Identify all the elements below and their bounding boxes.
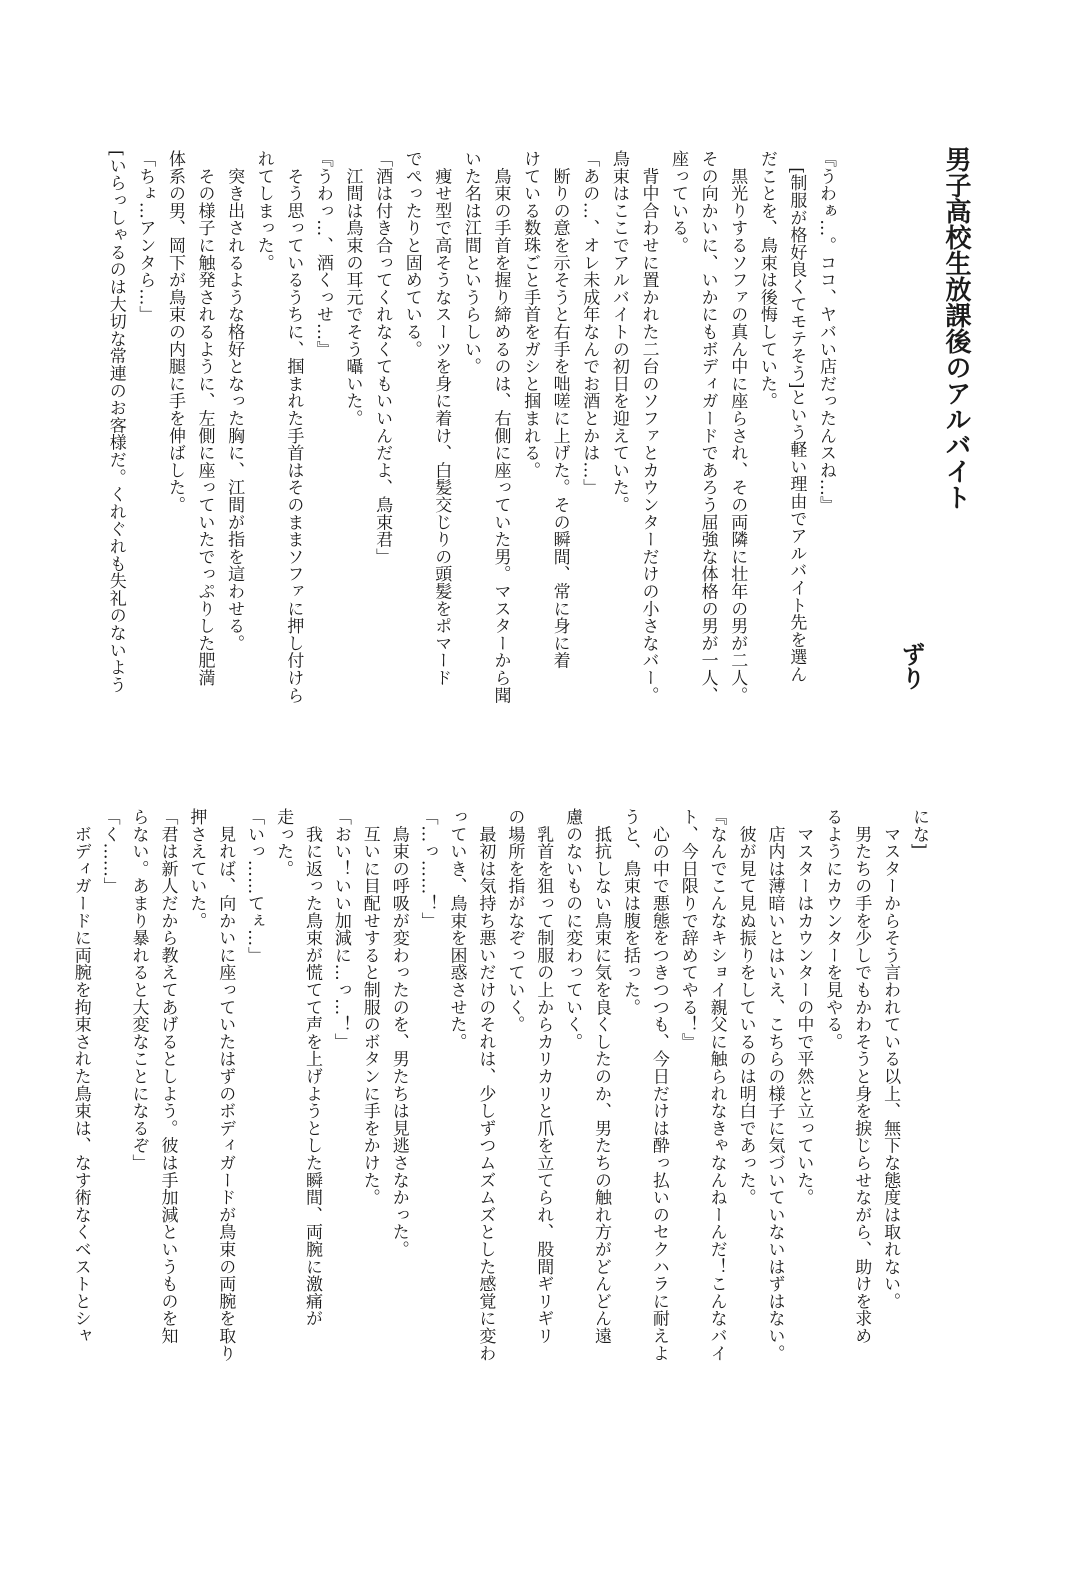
text-line: 鳥束の手首を握り締めるのは、右側に座っていた男。マスターから聞 <box>490 150 511 704</box>
text-line: 痩せ型で高そうなスーツを身に着け、白髪交じりの頭髪をポマード <box>431 150 452 687</box>
text-line: 『うわっ…、酒くっせ…』 <box>312 150 333 358</box>
text-line: 突き出されるような格好となった胸に、江間が指を這わせる。 <box>224 150 245 652</box>
text-line: 座っている。 <box>668 150 689 254</box>
text-line: 体系の男、岡下が鳥束の内腿に手を伸ばした。 <box>164 150 185 514</box>
text-line: 「おい！いい加減に…っ…！」 <box>330 808 351 1051</box>
text-line: [いらっしゃるのは大切な常連のお客様だ。くれぐれも失礼のないよう <box>105 150 126 694</box>
text-line: らない。あまり暴れると大変なことになるぞ」 <box>128 808 149 1172</box>
text-line: マスターはカウンターの中で平然と立っていた。 <box>793 808 814 1206</box>
text-line: そう思っているうちに、掴まれた手首はそのままソファに押し付けら <box>283 150 304 704</box>
text-line: 「酒は付き合ってくれなくてもいいんだよ、鳥束君」 <box>372 150 393 566</box>
text-line: 店内は薄暗いとはいえ、こちらの様子に気づいていないはずはない。 <box>764 808 785 1362</box>
text-line: 『なんでこんなキショイ親父に触られなきゃなんねーんだ！こんなバイ <box>706 808 727 1362</box>
story-title: 男子高校生放課後のアルバイト <box>941 146 971 510</box>
text-line: いた名は江間というらしい。 <box>460 150 481 375</box>
text-line: 慮のないものに変わっていく。 <box>562 808 583 1051</box>
text-line: [制服が格好良くてモテそう]という軽い理由でアルバイト先を選ん <box>786 150 807 683</box>
text-line: 「く……」 <box>99 808 120 895</box>
text-line: だことを、鳥束は後悔していた。 <box>756 150 777 410</box>
text-line: 彼が見て見ぬ振りをしているのは明白であった。 <box>735 808 756 1206</box>
text-line: 乳首を狙って制服の上からカリカリと爪を立てられ、股間ギリギリ <box>533 808 554 1345</box>
text-line: 鳥束はここでアルバイトの初日を迎えていた。 <box>608 150 629 514</box>
text-line: 我に返った鳥束が慌てて声を上げようとした瞬間、両腕に激痛が <box>301 808 322 1327</box>
text-line: その様子に触発されるように、左側に座っていたでっぷりした肥満 <box>194 150 215 687</box>
text-line: マスターからそう言われている以上、無下な態度は取れない。 <box>880 808 901 1310</box>
text-line: 「ちょ…アンタら…」 <box>135 150 156 323</box>
text-line: うと、鳥束は腹を括った。 <box>619 808 640 1016</box>
text-line: 背中合わせに置かれた二台のソファとカウンターだけの小さなバー。 <box>638 150 659 704</box>
text-line: 「あの…、オレ未成年なんでお酒とかは…」 <box>579 150 600 496</box>
text-line: 鳥束の呼吸が変わったのを、男たちは見逃さなかった。 <box>388 808 409 1258</box>
text-line: 抵抗しない鳥束に気を良くしたのか、男たちの触れ方がどんどん遠 <box>591 808 612 1345</box>
text-line: 最初は気持ち悪いだけのそれは、少しずつムズムズとした感覚に変わ <box>475 808 496 1362</box>
text-line: 『うわぁ…。ココ、ヤバい店だったんスね…』 <box>816 150 836 514</box>
text-line: 黒光りするソファの真ん中に座らされ、その両隣に壮年の男が二人。 <box>727 150 748 704</box>
text-line: 心の中で悪態をつきつつも、今日だけは酔っ払いのセクハラに耐えよ <box>648 808 669 1362</box>
text-block-bottom <box>66 808 933 1388</box>
text-line: 互いに目配せすると制服のボタンに手をかけた。 <box>359 808 380 1206</box>
text-line: 走った。 <box>273 808 294 878</box>
text-line: にな] <box>909 808 929 850</box>
text-line: れてしまった。 <box>253 150 274 272</box>
text-line: るようにカウンターを見やる。 <box>822 808 843 1051</box>
text-line: 江間は鳥束の耳元でそう囁いた。 <box>342 150 363 427</box>
text-line: ト、今日限りで辞めてやる！』 <box>677 808 698 1051</box>
text-line: でぺったりと固めている。 <box>401 150 422 358</box>
text-line: 男たちの手を少しでもかわそうと身を捩じらせながら、助けを求め <box>851 808 872 1345</box>
text-line: っていき、鳥束を困惑させた。 <box>446 808 467 1051</box>
text-line: 「君は新人だから教えてあげるとしよう。彼は手加減というものを知 <box>157 808 178 1345</box>
text-line: 押さえていた。 <box>186 808 207 930</box>
text-line: 断りの意を示そうと右手を咄嗟に上げた。その瞬間、常に身に着 <box>549 150 570 669</box>
text-block-top <box>100 150 840 730</box>
text-line: ボディガードに両腕を拘束された鳥束は、なす術なくベストとシャ <box>70 808 91 1345</box>
text-line: 「…っ……！」 <box>417 808 438 930</box>
text-line: その向かいに、いかにもボディガードであろう屈強な体格の男が一人、 <box>697 150 718 704</box>
text-line: けている数珠ごと手首をガシと掴まれる。 <box>520 150 541 479</box>
text-line: 「いっ……てぇ…」 <box>244 808 265 964</box>
text-line: の場所を指がなぞっていく。 <box>504 808 525 1033</box>
author-name: ずり <box>897 642 925 690</box>
text-line: 見れば、向かいに座っていたはずのボディガードが鳥束の両腕を取り <box>215 808 236 1362</box>
